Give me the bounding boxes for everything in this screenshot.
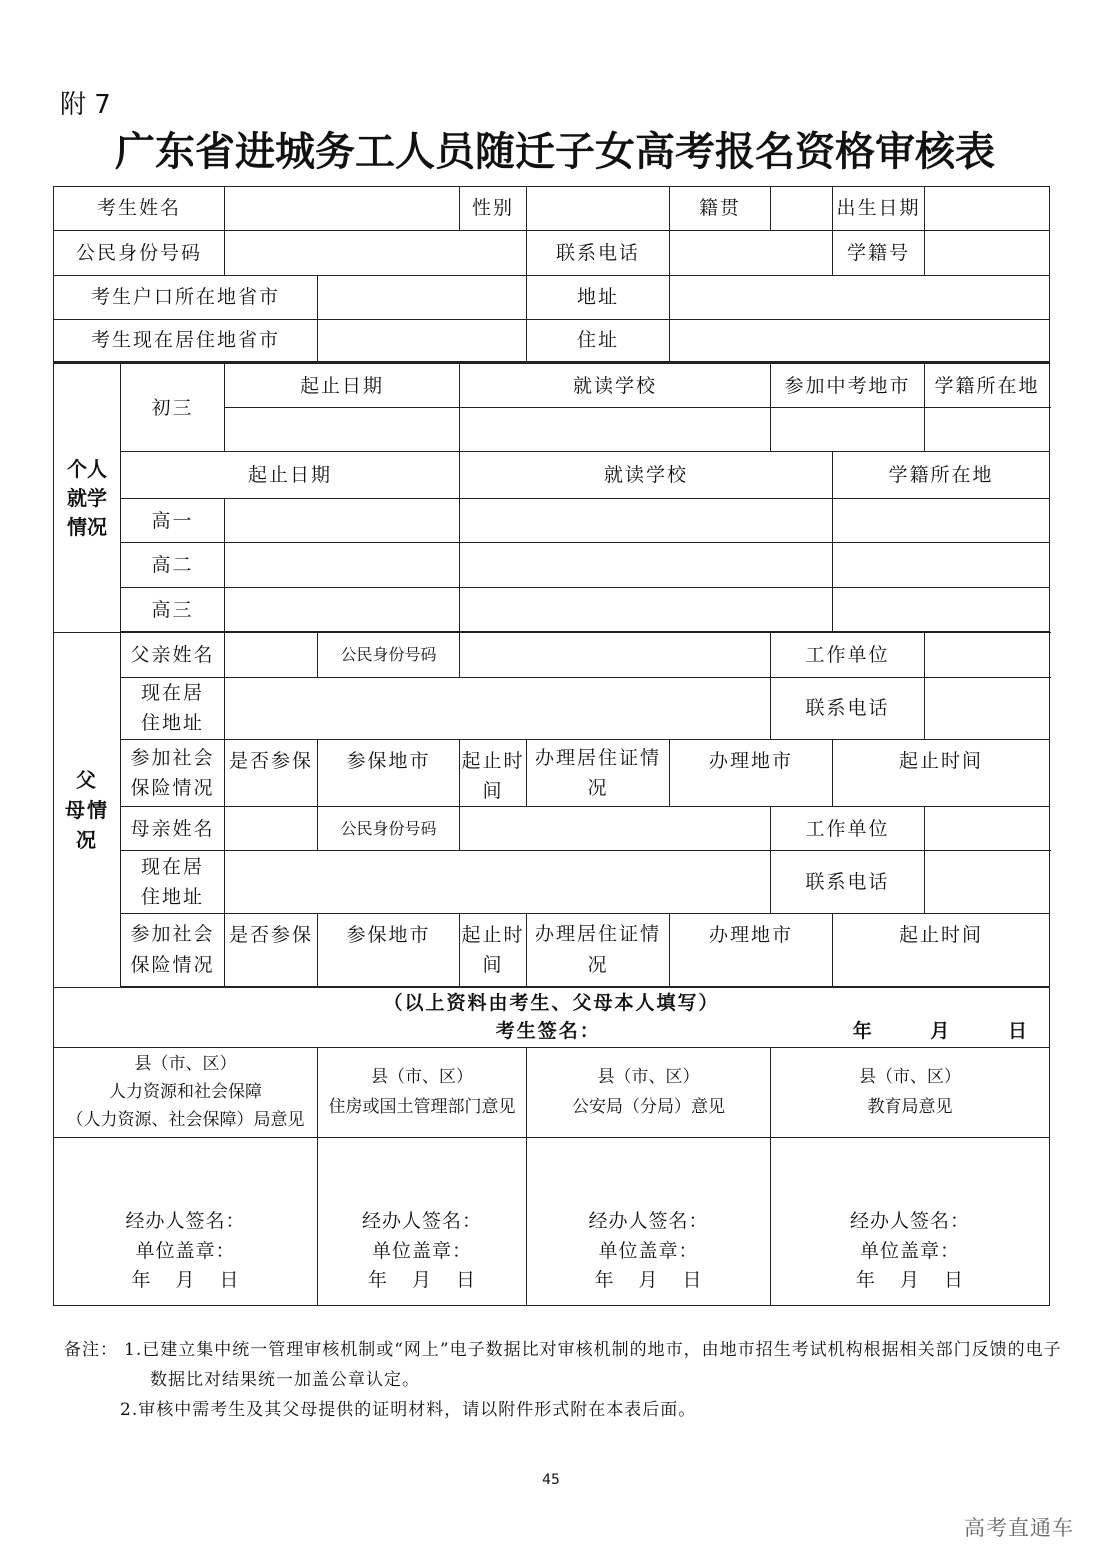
- basic-row-3: [54, 276, 1050, 320]
- unit-seal-label: 单位盖章：: [598, 1239, 699, 1262]
- education-section-label: 个人就学情况: [54, 363, 121, 633]
- opinion-line: 人力资源和社会保障: [109, 1082, 262, 1103]
- unit-seal-label: 单位盖章：: [372, 1239, 473, 1262]
- hr-bureau-signoff[interactable]: [54, 1137, 318, 1305]
- opinion-line: 县（市、区）: [134, 1054, 237, 1075]
- name-field[interactable]: [225, 187, 460, 231]
- unit-seal-label: 单位盖章：: [860, 1239, 961, 1262]
- mother-address-field[interactable]: [225, 851, 771, 913]
- mother-insured-period-header: 起止时间: [460, 913, 527, 986]
- gender-label: 性别: [460, 187, 527, 231]
- date-month: 月: [900, 1269, 921, 1292]
- junior3-school-header: 就读学校: [460, 363, 771, 408]
- handler-signature-label: 经办人签名：: [588, 1210, 709, 1233]
- unit-seal-label: 单位盖章：: [135, 1239, 236, 1262]
- date-day: 日: [944, 1269, 965, 1292]
- grade2-registry-field[interactable]: [833, 543, 1050, 588]
- sign-year: 年: [852, 1020, 874, 1043]
- zhongkao-city-header: 参加中考地市: [771, 363, 925, 408]
- date-month: 月: [412, 1269, 433, 1292]
- mother-permit-city-header: 办理地市: [670, 913, 833, 986]
- father-id-label: 公民身份号码: [318, 633, 460, 677]
- id-number-field[interactable]: [225, 231, 527, 276]
- date-year: 年: [594, 1269, 615, 1292]
- residence-field[interactable]: [670, 320, 1050, 363]
- father-insurance-label: 参加社会保险情况: [121, 739, 225, 807]
- handler-signature-label: 经办人签名：: [850, 1210, 971, 1233]
- name-label: 考生姓名: [54, 187, 225, 231]
- high-period-header: 起止日期: [121, 452, 460, 499]
- high-registry-header: 学籍所在地: [833, 452, 1050, 499]
- mother-address-label: 现在居住地址: [121, 851, 225, 913]
- father-permit-city-header: 办理地市: [670, 739, 833, 807]
- note-1-line-2: 数据比对结果统一加盖公章认定。: [150, 1370, 420, 1390]
- grade-row: [54, 543, 1050, 588]
- handler-signature-label: 经办人签名：: [362, 1210, 483, 1233]
- father-phone-field[interactable]: [925, 677, 1050, 739]
- father-insured-city-header: 参保地市: [318, 739, 460, 807]
- id-number-label: 公民身份号码: [54, 231, 225, 276]
- grade-row: [54, 499, 1050, 543]
- date-year: 年: [131, 1269, 152, 1292]
- mother-id-label: 公民身份号码: [318, 807, 460, 851]
- father-employer-label: 工作单位: [771, 633, 925, 677]
- watermark: 高考直通车: [964, 1516, 1074, 1540]
- mother-insured-header: 是否参保: [225, 913, 318, 986]
- junior3-period-header: 起止日期: [225, 363, 460, 408]
- opinion-line: 教育局意见: [867, 1097, 953, 1118]
- mother-insured-city-header: 参保地市: [318, 913, 460, 986]
- basic-row-1: [54, 187, 1050, 231]
- junior3-period-field[interactable]: [225, 408, 460, 452]
- junior3-registry-header: 学籍所在地: [925, 363, 1050, 408]
- date-day: 日: [219, 1269, 240, 1292]
- mother-employer-field[interactable]: [925, 807, 1050, 851]
- note-2: 2.审核中需考生及其父母提供的证明材料，请以附件形式附在本表后面。: [120, 1400, 697, 1420]
- opinion-line: 公安局（分局）意见: [572, 1097, 726, 1118]
- education-bureau-opinion-header: [771, 1047, 1050, 1137]
- qualification-review-form: [53, 186, 1050, 1306]
- mother-phone-field[interactable]: [925, 851, 1050, 913]
- student-no-field[interactable]: [925, 231, 1050, 276]
- grade3-school-field[interactable]: [460, 588, 833, 632]
- grade2-period-field[interactable]: [225, 543, 460, 588]
- junior3-registry-field[interactable]: [925, 408, 1050, 452]
- note-1-line-1: 1.已建立集中统一管理审核机制或“网上”电子数据比对审核机制的地市，由地市招生考试机构根据相关部门反馈的电子: [124, 1340, 1062, 1360]
- father-id-field[interactable]: [460, 633, 771, 677]
- mother-insurance-label: 参加社会保险情况: [121, 913, 225, 986]
- opinion-line: 住房或国土管理部门意见: [328, 1097, 516, 1118]
- date-year: 年: [368, 1269, 389, 1292]
- form-title: 广东省进城务工人员随迁子女高考报名资格审核表: [115, 128, 995, 175]
- mother-permit-label: 办理居住证情况: [527, 913, 670, 986]
- date-day: 日: [682, 1269, 703, 1292]
- notes-label: 备注：: [64, 1340, 118, 1360]
- residence-city-label: 考生现在居住地省市: [54, 320, 318, 363]
- page-number: 45: [542, 1472, 560, 1488]
- statement-row: [54, 987, 1050, 1047]
- grade-row: [54, 588, 1050, 632]
- notes-section: [64, 1335, 1089, 1425]
- sign-month: 月: [930, 1020, 952, 1043]
- student-signature-label: 考生签名：: [495, 1020, 601, 1043]
- grade-label: 高二: [121, 543, 225, 588]
- mother-name-label: 母亲姓名: [121, 807, 225, 851]
- opinion-line: 县（市、区）: [371, 1066, 474, 1087]
- father-address-field[interactable]: [225, 677, 771, 739]
- phone-field[interactable]: [670, 231, 833, 276]
- date-year: 年: [856, 1269, 877, 1292]
- student-no-label: 学籍号: [833, 231, 925, 276]
- opinion-line: 县（市、区）: [859, 1066, 962, 1087]
- father-row-2: [54, 677, 1050, 739]
- father-permit-label: 办理居住证情况: [527, 739, 670, 807]
- grade-label: 高三: [121, 588, 225, 632]
- father-address-label: 现在居住地址: [121, 677, 225, 739]
- parents-section-label: 父 母情况: [54, 633, 121, 987]
- junior3-school-field[interactable]: [460, 408, 771, 452]
- hr-bureau-opinion-header: [54, 1047, 318, 1137]
- junior3-header-row: [54, 363, 1050, 408]
- date-month: 月: [638, 1269, 659, 1292]
- housing-signoff[interactable]: [318, 1137, 527, 1305]
- address-label: 地址: [527, 276, 670, 320]
- opinion-signoff-row: [54, 1137, 1050, 1305]
- high-school-header: 就读学校: [460, 452, 833, 499]
- native-place-label: 籍贯: [670, 187, 771, 231]
- statement-text: （以上资料由考生、父母本人填写）: [383, 991, 720, 1014]
- gender-field[interactable]: [527, 187, 670, 231]
- date-day: 日: [456, 1269, 477, 1292]
- sign-day: 日: [1008, 1020, 1030, 1043]
- birth-date-label: 出生日期: [833, 187, 925, 231]
- mother-row-2: [54, 851, 1050, 913]
- father-name-field[interactable]: [225, 633, 318, 677]
- grade3-period-field[interactable]: [225, 588, 460, 632]
- housing-opinion-header: [318, 1047, 527, 1137]
- mother-row-3: [54, 913, 1050, 986]
- phone-label: 联系电话: [527, 231, 670, 276]
- education-bureau-signoff[interactable]: [771, 1137, 1050, 1305]
- father-permit-period-header: 起止时间: [833, 739, 1050, 807]
- attachment-label: 附 7: [60, 90, 111, 120]
- mother-id-field[interactable]: [460, 807, 771, 851]
- grade1-school-field[interactable]: [460, 499, 833, 543]
- date-month: 月: [175, 1269, 196, 1292]
- residence-city-field[interactable]: [318, 320, 527, 363]
- father-employer-field[interactable]: [925, 633, 1050, 677]
- father-insured-period-header: 起止时间: [460, 739, 527, 807]
- statement-cell: [54, 987, 1050, 1047]
- birth-date-field[interactable]: [925, 187, 1050, 231]
- hukou-city-field[interactable]: [318, 276, 527, 320]
- address-field[interactable]: [670, 276, 1050, 320]
- mother-employer-label: 工作单位: [771, 807, 925, 851]
- grade1-registry-field[interactable]: [833, 499, 1050, 543]
- mother-permit-period-header: 起止时间: [833, 913, 1050, 986]
- grade1-period-field[interactable]: [225, 499, 460, 543]
- grade3-registry-field[interactable]: [833, 588, 1050, 632]
- police-signoff[interactable]: [527, 1137, 771, 1305]
- handler-signature-label: 经办人签名：: [125, 1210, 246, 1233]
- basic-row-2: [54, 231, 1050, 276]
- father-name-label: 父亲姓名: [121, 633, 225, 677]
- opinion-header-row: [54, 1047, 1050, 1137]
- hukou-city-label: 考生户口所在地省市: [54, 276, 318, 320]
- opinion-line: （人力资源、社会保障）局意见: [66, 1110, 305, 1131]
- father-phone-label: 联系电话: [771, 677, 925, 739]
- father-insured-header: 是否参保: [225, 739, 318, 807]
- police-opinion-header: [527, 1047, 771, 1137]
- mother-row-1: [54, 807, 1050, 851]
- father-row-1: [54, 633, 1050, 677]
- grade-label: 高一: [121, 499, 225, 543]
- grade2-school-field[interactable]: [460, 543, 833, 588]
- junior3-label: 初三: [121, 363, 225, 452]
- zhongkao-city-field[interactable]: [771, 408, 925, 452]
- high-school-header-row: [54, 452, 1050, 499]
- basic-row-4: [54, 320, 1050, 363]
- residence-label: 住址: [527, 320, 670, 363]
- mother-phone-label: 联系电话: [771, 851, 925, 913]
- native-place-field[interactable]: [771, 187, 833, 231]
- mother-name-field[interactable]: [225, 807, 318, 851]
- opinion-line: 县（市、区）: [597, 1066, 700, 1087]
- father-row-3: [54, 739, 1050, 807]
